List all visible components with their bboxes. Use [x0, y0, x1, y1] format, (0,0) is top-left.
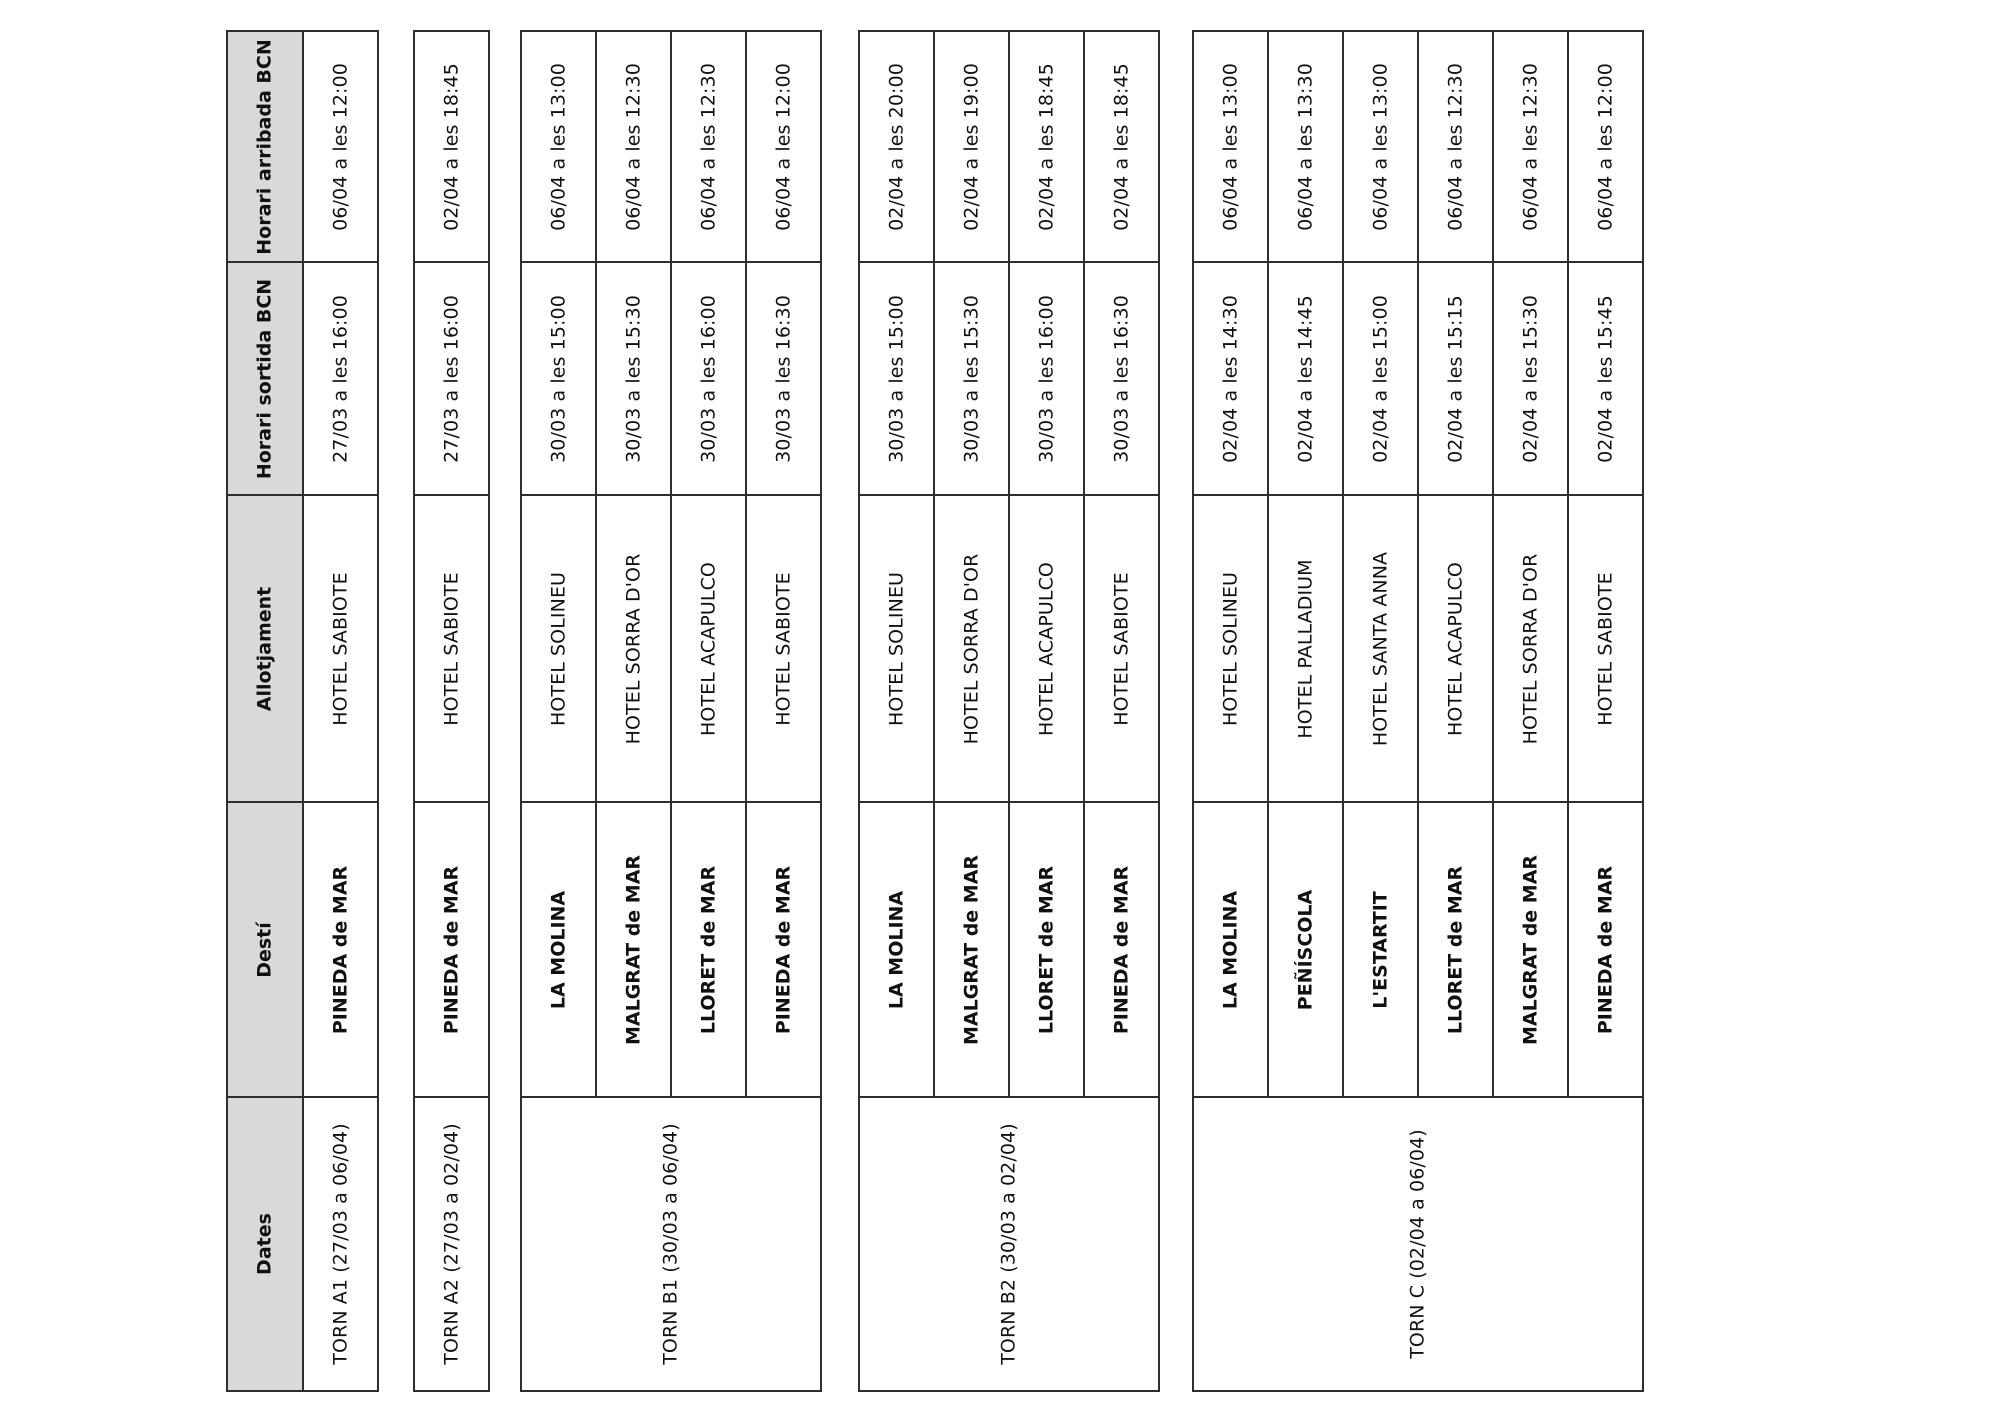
- sortida-text: 30/03 a les 16:00: [1035, 294, 1057, 463]
- desti-text: PINEDA de MAR: [772, 865, 794, 1034]
- header-desti-label: Destí: [253, 921, 276, 978]
- cell-sortida: [1267, 261, 1344, 496]
- cell-torn: [1192, 1096, 1644, 1392]
- cell-allotjament: [302, 494, 379, 803]
- cell-arribada: [1008, 30, 1085, 263]
- arribada-text: 02/04 a les 20:00: [885, 62, 907, 231]
- cell-sortida: [1492, 261, 1569, 496]
- desti-text: PINEDA de MAR: [329, 865, 351, 1034]
- desti-text: LA MOLINA: [885, 890, 907, 1009]
- desti-text: LA MOLINA: [1219, 890, 1241, 1009]
- allotjament-text: HOTEL SABIOTE: [440, 571, 462, 726]
- arribada-text: 06/04 a les 12:30: [697, 62, 719, 231]
- torn-label: TORN A2 (27/03 a 02/04): [440, 1123, 462, 1365]
- cell-allotjament: [745, 494, 822, 803]
- allotjament-text: HOTEL SORRA D'OR: [622, 553, 644, 744]
- allotjament-text: HOTEL SABIOTE: [772, 571, 794, 726]
- cell-torn: [520, 1096, 822, 1392]
- cell-sortida: [1567, 261, 1644, 496]
- torn-label: TORN B1 (30/03 a 06/04): [659, 1123, 682, 1365]
- header-dates: [226, 1096, 304, 1392]
- arribada-text: 02/04 a les 18:45: [1035, 62, 1057, 231]
- cell-desti: [1083, 801, 1160, 1098]
- header-sortida-label: Horari sortida BCN: [253, 278, 276, 479]
- desti-text: LLORET de MAR: [697, 865, 719, 1034]
- cell-sortida: [1342, 261, 1419, 496]
- torn-label: TORN B2 (30/03 a 02/04): [997, 1123, 1020, 1365]
- desti-text: MALGRAT de MAR: [622, 854, 644, 1045]
- cell-allotjament: [1342, 494, 1419, 803]
- cell-arribada: [1417, 30, 1494, 263]
- cell-desti: [1417, 801, 1494, 1098]
- sortida-text: 27/03 a les 16:00: [329, 294, 351, 463]
- cell-allotjament: [933, 494, 1010, 803]
- cell-sortida: [520, 261, 597, 496]
- cell-allotjament: [858, 494, 935, 803]
- cell-torn: [858, 1096, 1160, 1392]
- allotjament-text: HOTEL SOLINEU: [547, 571, 569, 726]
- cell-desti: [302, 801, 379, 1098]
- cell-arribada: [413, 30, 490, 263]
- desti-text: LA MOLINA: [547, 890, 569, 1009]
- cell-sortida: [1192, 261, 1269, 496]
- desti-text: PEÑÍSCOLA: [1294, 889, 1316, 1010]
- allotjament-text: HOTEL SOLINEU: [885, 571, 907, 726]
- arribada-text: 06/04 a les 13:00: [547, 62, 569, 231]
- cell-sortida: [595, 261, 672, 496]
- sortida-text: 02/04 a les 15:45: [1594, 294, 1616, 463]
- allotjament-text: HOTEL SABIOTE: [1110, 571, 1132, 726]
- cell-desti: [520, 801, 597, 1098]
- cell-arribada: [1192, 30, 1269, 263]
- arribada-text: 06/04 a les 12:00: [329, 62, 351, 231]
- cell-desti: [933, 801, 1010, 1098]
- allotjament-text: HOTEL PALLADIUM: [1294, 558, 1316, 739]
- sortida-text: 30/03 a les 16:30: [772, 294, 794, 463]
- desti-text: L'ESTARTIT: [1369, 890, 1391, 1009]
- cell-sortida: [1008, 261, 1085, 496]
- allotjament-text: HOTEL ACAPULCO: [1444, 561, 1466, 736]
- cell-desti: [1342, 801, 1419, 1098]
- arribada-text: 06/04 a les 12:00: [772, 62, 794, 231]
- cell-desti: [1008, 801, 1085, 1098]
- cell-sortida: [302, 261, 379, 496]
- sortida-text: 30/03 a les 15:00: [547, 294, 569, 463]
- arribada-text: 06/04 a les 13:00: [1219, 62, 1241, 231]
- allotjament-text: HOTEL ACAPULCO: [1035, 561, 1057, 736]
- torn-label: TORN C (02/04 a 06/04): [1406, 1129, 1429, 1359]
- sortida-text: 27/03 a les 16:00: [440, 294, 462, 463]
- cell-sortida: [670, 261, 747, 496]
- desti-text: LLORET de MAR: [1444, 865, 1466, 1034]
- desti-text: LLORET de MAR: [1035, 865, 1057, 1034]
- cell-arribada: [302, 30, 379, 263]
- cell-sortida: [413, 261, 490, 496]
- desti-text: PINEDA de MAR: [1594, 865, 1616, 1034]
- cell-sortida: [1417, 261, 1494, 496]
- cell-allotjament: [413, 494, 490, 803]
- cell-arribada: [520, 30, 597, 263]
- torn-label: TORN A1 (27/03 a 06/04): [329, 1123, 351, 1365]
- sortida-text: 02/04 a les 14:30: [1219, 294, 1241, 463]
- cell-sortida: [745, 261, 822, 496]
- cell-torn: [413, 1096, 490, 1392]
- arribada-text: 02/04 a les 19:00: [960, 62, 982, 231]
- cell-desti: [745, 801, 822, 1098]
- cell-allotjament: [520, 494, 597, 803]
- cell-sortida: [1083, 261, 1160, 496]
- arribada-text: 06/04 a les 13:30: [1294, 62, 1316, 231]
- arribada-text: 06/04 a les 12:30: [1444, 62, 1466, 231]
- cell-allotjament: [1008, 494, 1085, 803]
- cell-allotjament: [1267, 494, 1344, 803]
- cell-desti: [1267, 801, 1344, 1098]
- allotjament-text: HOTEL SABIOTE: [1594, 571, 1616, 726]
- cell-desti: [595, 801, 672, 1098]
- header-allotjament: [226, 494, 304, 803]
- cell-arribada: [1492, 30, 1569, 263]
- cell-desti: [858, 801, 935, 1098]
- cell-sortida: [858, 261, 935, 496]
- cell-sortida: [933, 261, 1010, 496]
- cell-allotjament: [1417, 494, 1494, 803]
- allotjament-text: HOTEL SANTA ANNA: [1369, 551, 1391, 746]
- cell-allotjament: [1567, 494, 1644, 803]
- header-arribada-label: Horari arribada BCN: [253, 38, 276, 255]
- desti-text: MALGRAT de MAR: [960, 854, 982, 1045]
- cell-desti: [1492, 801, 1569, 1098]
- header-sortida: [226, 261, 304, 496]
- allotjament-text: HOTEL SORRA D'OR: [1519, 553, 1541, 744]
- arribada-text: 06/04 a les 12:00: [1594, 62, 1616, 231]
- header-arribada: [226, 30, 304, 263]
- header-desti: [226, 801, 304, 1098]
- cell-allotjament: [1492, 494, 1569, 803]
- sortida-text: 30/03 a les 15:30: [960, 294, 982, 463]
- header-allotjament-label: Allotjament: [253, 586, 276, 711]
- cell-desti: [1192, 801, 1269, 1098]
- arribada-text: 06/04 a les 12:30: [1519, 62, 1541, 231]
- cell-torn: [302, 1096, 379, 1392]
- sortida-text: 30/03 a les 15:00: [885, 294, 907, 463]
- cell-arribada: [858, 30, 935, 263]
- sortida-text: 30/03 a les 16:30: [1110, 294, 1132, 463]
- cell-arribada: [1567, 30, 1644, 263]
- desti-text: MALGRAT de MAR: [1519, 854, 1541, 1045]
- sortida-text: 02/04 a les 14:45: [1294, 294, 1316, 463]
- sortida-text: 02/04 a les 15:15: [1444, 294, 1466, 463]
- cell-arribada: [933, 30, 1010, 263]
- cell-desti: [670, 801, 747, 1098]
- sortida-text: 02/04 a les 15:00: [1369, 294, 1391, 463]
- cell-allotjament: [595, 494, 672, 803]
- sortida-text: 30/03 a les 15:30: [622, 294, 644, 463]
- cell-allotjament: [670, 494, 747, 803]
- sortida-text: 30/03 a les 16:00: [697, 294, 719, 463]
- allotjament-text: HOTEL SABIOTE: [329, 571, 351, 726]
- arribada-text: 02/04 a les 18:45: [1110, 62, 1132, 231]
- arribada-text: 06/04 a les 12:30: [622, 62, 644, 231]
- arribada-text: 06/04 a les 13:00: [1369, 62, 1391, 231]
- cell-arribada: [1342, 30, 1419, 263]
- cell-arribada: [595, 30, 672, 263]
- cell-arribada: [745, 30, 822, 263]
- desti-text: PINEDA de MAR: [440, 865, 462, 1034]
- cell-arribada: [670, 30, 747, 263]
- cell-arribada: [1267, 30, 1344, 263]
- allotjament-text: HOTEL ACAPULCO: [697, 561, 719, 736]
- allotjament-text: HOTEL SOLINEU: [1219, 571, 1241, 726]
- cell-desti: [413, 801, 490, 1098]
- cell-arribada: [1083, 30, 1160, 263]
- cell-allotjament: [1083, 494, 1160, 803]
- sortida-text: 02/04 a les 15:30: [1519, 294, 1541, 463]
- allotjament-text: HOTEL SORRA D'OR: [960, 553, 982, 744]
- cell-desti: [1567, 801, 1644, 1098]
- arribada-text: 02/04 a les 18:45: [440, 62, 462, 231]
- desti-text: PINEDA de MAR: [1110, 865, 1132, 1034]
- header-dates-label: Dates: [253, 1213, 276, 1275]
- cell-allotjament: [1192, 494, 1269, 803]
